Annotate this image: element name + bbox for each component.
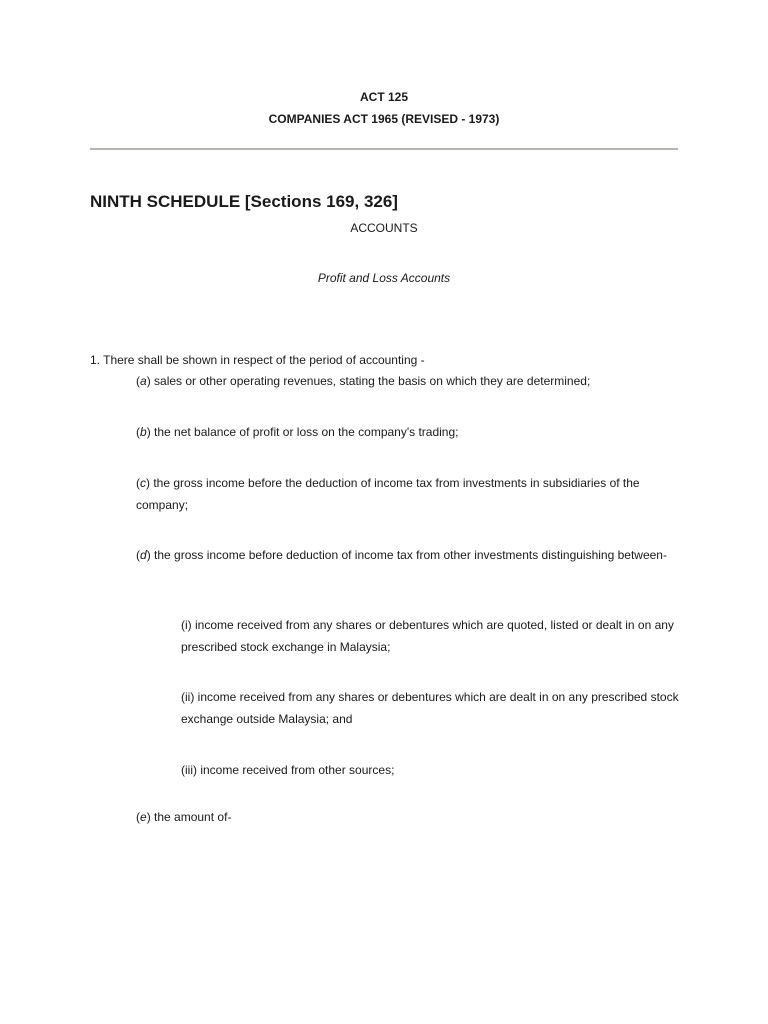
act-number: ACT 125 bbox=[359, 90, 409, 104]
schedule-title: NINTH SCHEDULE [Sections 169, 326] bbox=[90, 192, 398, 211]
item-letter: b bbox=[140, 425, 147, 439]
item-text: the gross income before the deduction of income tax from investments in subsidiaries of the company; bbox=[136, 476, 640, 512]
list-item-e: (e) the amount of- bbox=[136, 810, 232, 824]
item-letter: a bbox=[140, 374, 147, 388]
item-text: the gross income before deduction of income tax from other investments distinguishing between- bbox=[150, 548, 667, 562]
item-letter: e bbox=[140, 810, 147, 824]
schedule-subtitle: ACCOUNTS bbox=[350, 221, 418, 235]
list-item-a: (a) sales or other operating revenues, stating the basis on which they are determined; bbox=[136, 374, 591, 388]
sub-item-ii: (ii) income received from any shares or debentures which are dealt in on any prescribed stock exchange outside Malaysia; and bbox=[181, 690, 679, 726]
list-item-d: (d) the gross income before deduction of income tax from other investments distinguishing between- bbox=[136, 548, 667, 562]
paragraph-intro: 1. There shall be shown in respect of the period of accounting - bbox=[90, 353, 425, 367]
item-letter: c bbox=[140, 476, 146, 490]
item-text: the net balance of profit or loss on the company's trading; bbox=[150, 425, 459, 439]
list-item-b: (b) the net balance of profit or loss on the company's trading; bbox=[136, 425, 459, 439]
item-text: the amount of- bbox=[150, 810, 232, 824]
horizontal-rule bbox=[90, 148, 678, 150]
section-heading: Profit and Loss Accounts bbox=[317, 271, 451, 285]
item-text: sales or other operating revenues, stating the basis on which they are determined; bbox=[150, 374, 591, 388]
sub-item-iii: (iii) income received from other sources; bbox=[181, 763, 395, 777]
sub-item-i: (i) income received from any shares or debentures which are quoted, listed or dealt in on any prescribed stock exchange in Malaysia; bbox=[181, 618, 674, 654]
list-item-c: (c) the gross income before the deduction of income tax from investments in subsidiaries of the company; bbox=[136, 476, 640, 512]
act-title: COMPANIES ACT 1965 (REVISED - 1973) bbox=[268, 112, 500, 126]
item-letter: d bbox=[140, 548, 147, 562]
